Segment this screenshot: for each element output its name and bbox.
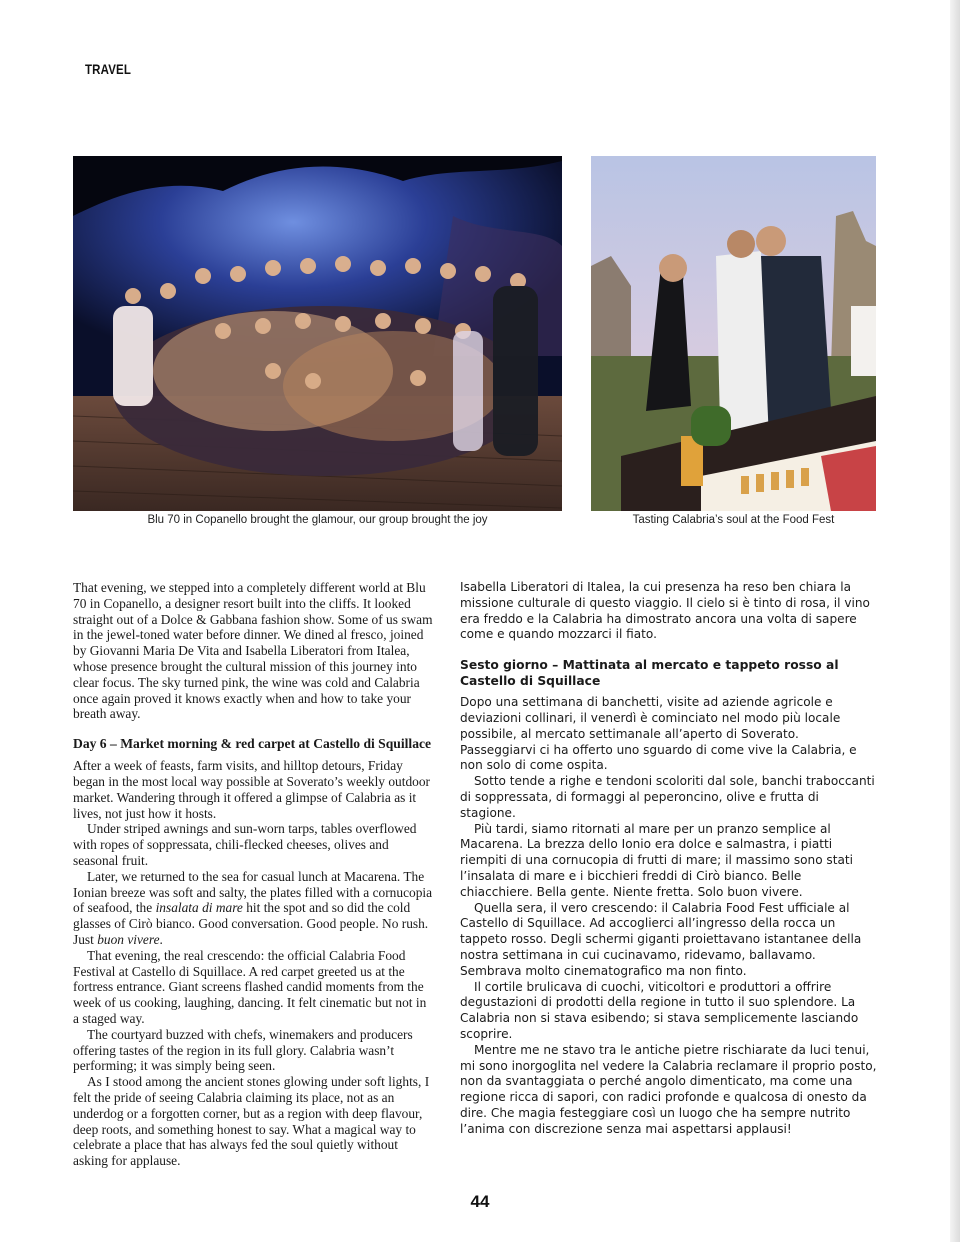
en-paragraph-lunch — [73, 869, 435, 948]
en-lunch-emphasis-1: insalata di mare — [155, 900, 243, 916]
en-lunch-text-a: Later, we returned to the sea for casual lunch at Macarena. The Ionian breeze was soft and salty, the plates filled with a cornucopia of seafood, the — [73, 868, 433, 916]
en-lunch-emphasis-2: buon vivere — [97, 931, 160, 947]
it-paragraph-awnings: Sotto tende a righe e tendoni scoloriti dal sole, banchi traboccanti di soppressata, di formaggi al peperoncino, olive e frutta di stagione. — [460, 774, 875, 820]
it-paragraph-closing: Mentre me ne stavo tra le antiche pietre rischiarate da luci tenui, mi sono inorgoglita nel vedere la Calabria reclamare il proprio posto, non da svantaggiata o perché angolo dimenticato, ma come una regione ricca di sapori, con radici profonde e qualcosa di onesto da dire. Che magia festeggiare così un luogo che ha sempre nutrito l’anima con discrezione senza mai aspettarsi applausi! — [460, 1042, 877, 1136]
article-column-english — [73, 580, 435, 1169]
en-paragraph-market: After a week of feasts, farm visits, and hilltop detours, Friday began in the most local way possible at Soverato’s weekly outdoor market. Wandering through it offered a glimpse of Calabria as it lives, not just how it hosts. — [73, 758, 431, 821]
it-day6-heading: Sesto giorno – Mattinata al mercato e tappeto rosso al Castello di Squillace — [460, 658, 839, 689]
article-column-italian — [460, 580, 878, 1138]
it-paragraph-lunch: Più tardi, siamo ritornati al mare per un pranzo semplice al Macarena. La brezza dello Ionio era dolce e salmastra, i piatti riempiti di una cornucopia di frutti di mare; il massimo sono stati l’insalata di mare e i bicchieri freddi di Cirò bianco. Belle chiacchiere. Bella gente. Niente fretta. Solo buon vivere. — [460, 821, 853, 899]
en-lunch-text-c: . — [159, 931, 163, 947]
page-number: 44 — [470, 1192, 490, 1211]
en-paragraph-courtyard: The courtyard buzzed with chefs, winemakers and producers offering tastes of the region in its full glory. Calabria wasn’t performing; it was simply being seen. — [73, 1026, 413, 1074]
en-paragraph-closing: As I stood among the ancient stones glowing under soft lights, I felt the pride of seeing Calabria claiming its place, not as an underdog or a forgotten corner, but as a region with deep flavour, deep roots, and something honest to say. What a magical way to celebrate a place that has always fed the soul quietly without asking for applause. — [73, 1074, 430, 1169]
en-day6-heading: Day 6 – Market morning & red carpet at Castello di Squillace — [73, 736, 432, 752]
page-edge — [950, 0, 960, 1242]
food-fest-photo — [591, 156, 876, 511]
section-label: TRAVEL — [85, 61, 132, 77]
en-paragraph-festival: That evening, the real crescendo: the official Calabria Food Festival at Castello di Squillace. A red carpet greeted us at the fortress entrance. Giant screens flashed candid moments from the week of us cooking, laughing, dancing. It felt cinematic but not in a staged way. — [73, 947, 427, 1026]
it-intro-paragraph: Isabella Liberatori di Italea, la cui presenza ha reso ben chiara la missione culturale di questo viaggio. Il cielo si è tinto di rosa, il vino era freddo e la Calabria ha dimostrato ancora una volta di sapere come e quando mozzarci il fiato. — [460, 580, 870, 642]
it-paragraph-courtyard: Il cortile brulicava di cuochi, viticoltori e produttori a offrire degustazioni di prodotti della regione in tutto il suo splendore. La Calabria non si stava esibendo; si stava semplicemente lasciando scoprire. — [460, 979, 859, 1041]
en-lunch-text-b: hit the spot and so did the cold glasses of Cirò bianco. Good conversation. Good people. No rush. Just — [73, 900, 429, 947]
en-intro-paragraph: That evening, we stepped into a completely different world at Blu 70 in Copanello, a designer resort built into the cliffs. It looked straight out of a Dolce & Gabbana fashion show. Some of us swam in the jewel-toned water before dinner. We dined al fresco, joined by Giovanni Maria De Vita and Isabella Liberatori from Italea, whose presence brought the cultural mission of this journey into clear focus. The sky turned pink, the wine was cold and Calabria once again proved it knows exactly when and how to take your breath away. — [73, 580, 433, 722]
photo-caption-left: Blu 70 in Copanello brought the glamour, our group brought the joy — [147, 514, 488, 526]
group-photo-blu70 — [73, 156, 562, 511]
photo-caption-right: Tasting Calabria’s soul at the Food Fest — [632, 514, 835, 526]
it-paragraph-market: Dopo una settimana di banchetti, visite ad aziende agricole e deviazioni collinari, il venerdì è cominciato nel modo più locale possibile, al mercato settimanale all’aperto di Soverato. Passeggiarvi ci ha offerto uno sguardo di come vive la Calabria, e non solo di come ospita. — [460, 695, 857, 773]
en-paragraph-awnings: Under striped awnings and sun-worn tarps, tables overflowed with ropes of soppressata, chili-flecked cheeses, olives and seasonal fruit. — [73, 821, 417, 868]
it-paragraph-festival: Quella sera, il vero crescendo: il Calabria Food Fest ufficiale al Castello di Squillace. Ad accoglierci all’ingresso della rocca un tappeto rosso. Degli schermi giganti proiettavano istantanee della nostra settimana in cui cucinavamo, ridevamo, ballavamo. Sembrava molto cinematografico ma non finto. — [460, 900, 862, 978]
